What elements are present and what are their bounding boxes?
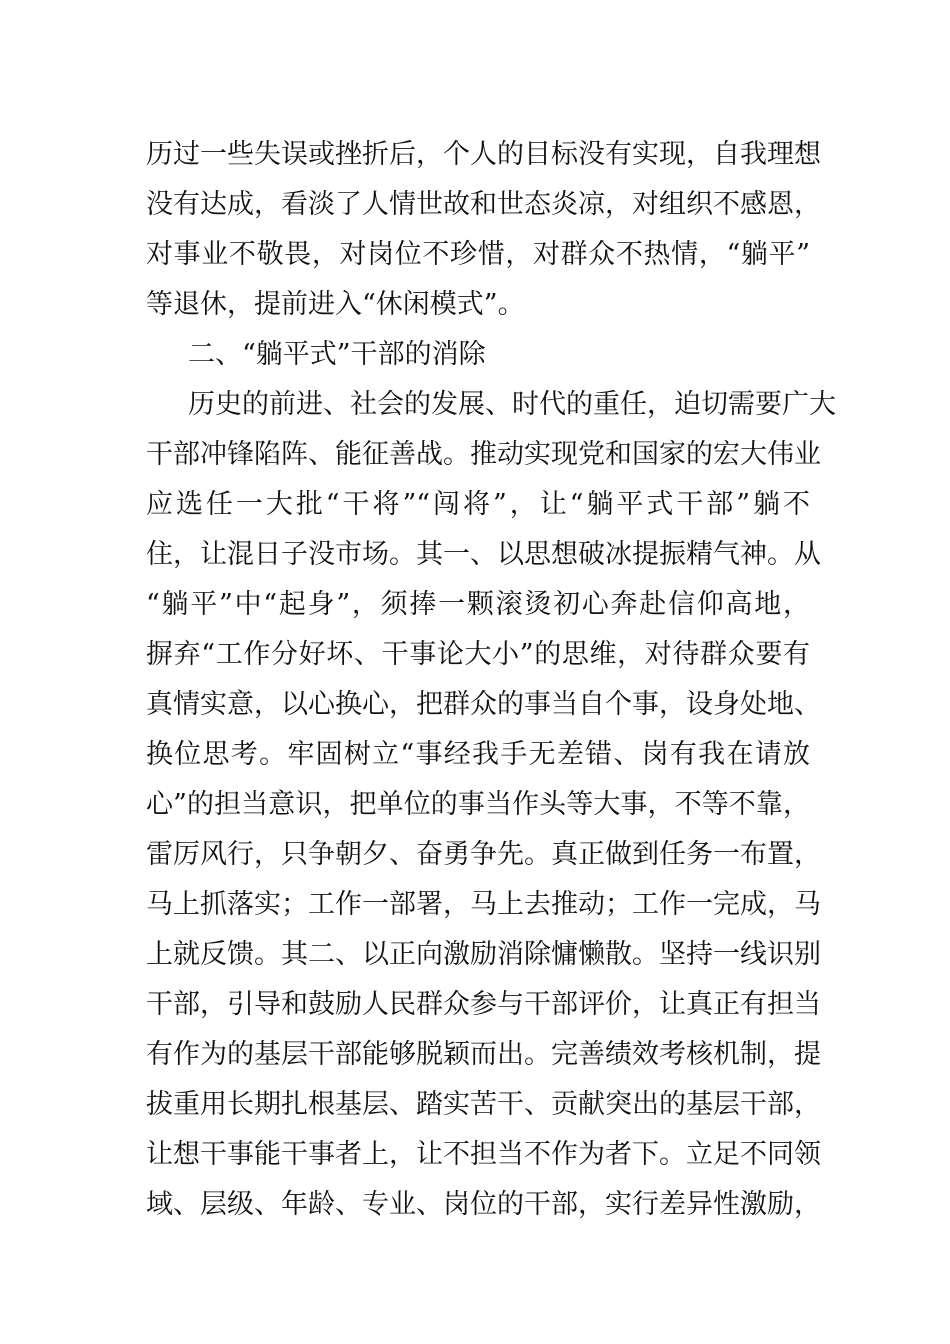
section-heading: 二、“躺平式”干部的消除	[188, 339, 486, 370]
body-text	[146, 130, 836, 1230]
text-line: 换位思考。牢固树立“事经我手无差错、岗有我在请放	[146, 739, 810, 770]
text-line: 让想干事能干事者上，让不担当不作为者下。立足不同领	[146, 1139, 821, 1170]
text-line: 干部冲锋陷阵、能征善战。推动实现党和国家的宏大伟业	[146, 439, 821, 470]
text-line: 上就反馈。其二、以正向激励消除慵懒散。坚持一线识别	[146, 939, 821, 970]
text-line: 没有达成，看淡了人情世故和世态炎凉，对组织不感恩，	[146, 189, 821, 220]
text-line: 干部，引导和鼓励人民群众参与干部评价，让真正有担当	[146, 989, 821, 1020]
text-line: 应选任一大批“干将”“闯将”，让“躺平式干部”躺不	[146, 489, 810, 520]
text-line: 真情实意，以心换心，把群众的事当自个事，设身处地、	[146, 689, 821, 720]
text-line: 对事业不敬畏，对岗位不珍惜，对群众不热情，“躺平”	[146, 239, 810, 270]
text-line: 有作为的基层干部能够脱颖而出。完善绩效考核机制，提	[146, 1039, 821, 1070]
text-line: “躺平”中“起身”，须捧一颗滚烫初心奔赴信仰高地，	[146, 589, 810, 620]
text-line: 心”的担当意识，把单位的事当作头等大事，不等不靠，	[146, 789, 810, 820]
text-line: 摒弃“工作分好坏、干事论大小”的思维，对待群众要有	[146, 639, 810, 670]
text-line: 住，让混日子没市场。其一、以思想破冰提振精气神。从	[146, 539, 821, 570]
text-line: 域、层级、年龄、专业、岗位的干部，实行差异性激励，	[146, 1189, 821, 1220]
text-line: 历史的前进、社会的发展、时代的重任，迫切需要广大	[188, 389, 836, 420]
text-line: 雷厉风行，只争朝夕、奋勇争先。真正做到任务一布置，	[146, 839, 821, 870]
text-line: 历过一些失误或挫折后，个人的目标没有实现，自我理想	[146, 139, 821, 170]
text-line: 等退休，提前进入“休闲模式”。	[146, 289, 525, 320]
text-line: 马上抓落实；工作一部署，马上去推动；工作一完成，马	[146, 889, 821, 920]
text-line: 拔重用长期扎根基层、踏实苦干、贡献突出的基层干部，	[146, 1089, 821, 1120]
